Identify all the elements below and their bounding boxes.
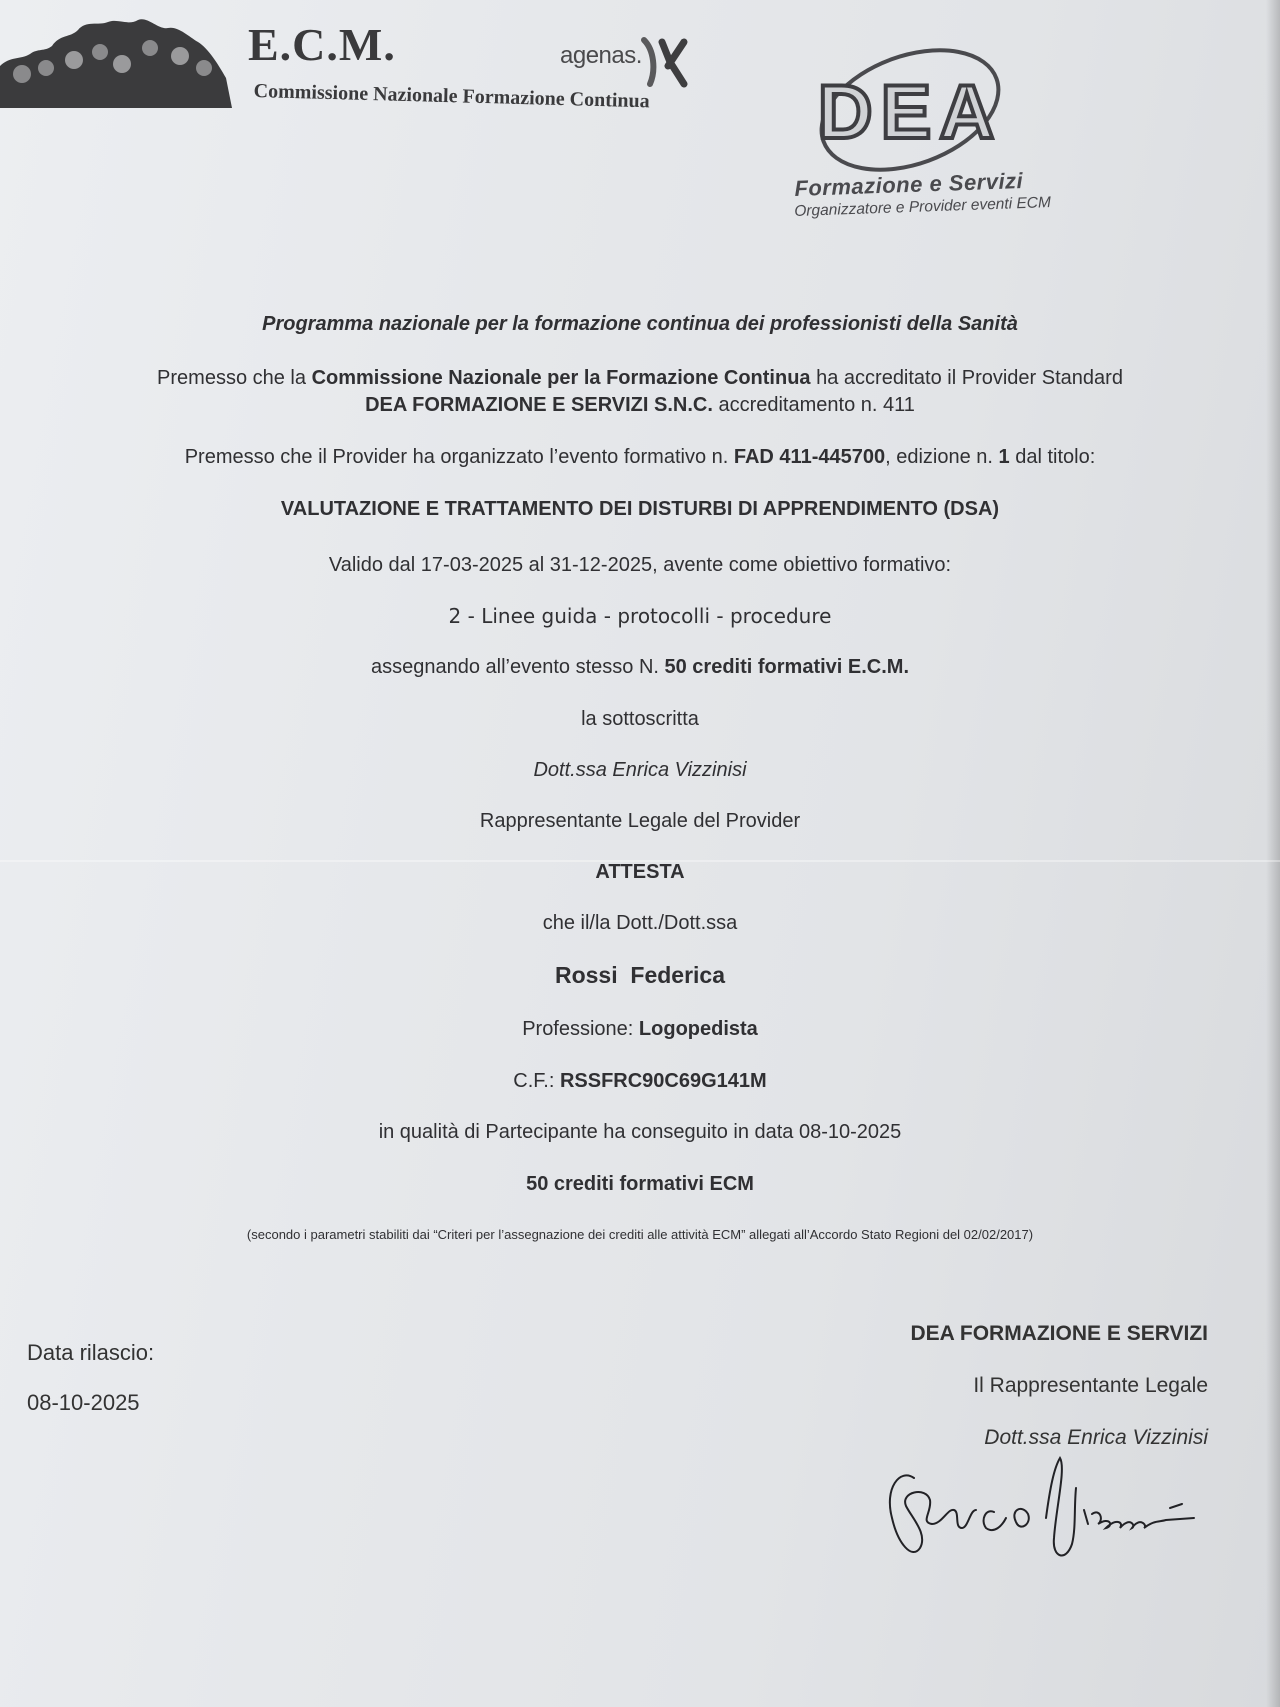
- conseguito-line: in qualità di Partecipante ha conseguito in data 08-10-2025: [378, 1121, 902, 1143]
- event-code: FAD 411-445700: [733, 446, 886, 468]
- ecm-subtitle: Commissione Nazionale Formazione Continua: [253, 80, 650, 113]
- credits-earned-line: 50 crediti formativi ECM: [526, 1173, 754, 1195]
- programma-line: Programma nazionale per la formazione continua dei professionisti della Sanità: [262, 313, 1018, 335]
- premesso-evento-line: [0, 446, 1280, 469]
- ecm-people-logo-icon: [0, 8, 232, 108]
- dea-logo-icon: [810, 40, 1010, 180]
- credits-assigned-value: 50 crediti formativi E.C.M.: [664, 656, 910, 678]
- paper-edge-shadow: [1266, 0, 1280, 1707]
- svg-text:DEA: DEA: [817, 70, 1003, 155]
- che-line: che il/la Dott./Dott.ssa: [542, 912, 738, 934]
- agenas-logo-text: agenas.: [560, 42, 642, 69]
- footer-role: Il Rappresentante Legale: [973, 1374, 1208, 1397]
- footer-signer-name: Dott.ssa Enrica Vizzinisi: [984, 1426, 1208, 1449]
- profession-value: Logopedista: [638, 1018, 758, 1040]
- premesso-commissione-line: [0, 367, 1280, 390]
- signer-name-line: Dott.ssa Enrica Vizzinisi: [533, 759, 747, 781]
- profession-label: Professione:: [522, 1018, 639, 1040]
- dea-subtitle: Formazione e Servizi: [794, 168, 1024, 201]
- profession-line: [0, 1018, 1280, 1041]
- agenas-logo-icon: [640, 36, 690, 88]
- release-date-value: 08-10-2025: [27, 1390, 140, 1415]
- evento-post: dal titolo:: [1009, 446, 1096, 468]
- sottoscritta-line: la sottoscritta: [581, 708, 699, 730]
- cf-line: [0, 1070, 1280, 1093]
- premesso-pre: Premesso che la: [157, 367, 312, 389]
- ecm-title: E.C.M.: [248, 19, 396, 70]
- release-date-label: Data rilascio:: [27, 1340, 155, 1365]
- evento-pre: Premesso che il Provider ha organizzato l’evento formativo n.: [184, 446, 734, 468]
- provider-accreditation: accreditamento n. 411: [712, 394, 915, 416]
- provider-line: [0, 394, 1280, 417]
- cf-label: C.F.:: [513, 1070, 560, 1092]
- cf-value: RSSFRC90C69G141M: [559, 1070, 767, 1092]
- credits-assigned-pre: assegnando all’evento stesso N.: [370, 656, 665, 678]
- criteria-note: (secondo i parametri stabiliti dai “Criteri per l’assegnazione dei crediti alle attività ECM” allegati all’Accordo Stato Regioni del 02/02/2017): [246, 1227, 1034, 1242]
- provider-name: DEA FORMAZIONE E SERVIZI S.N.C.: [365, 394, 713, 416]
- validity-line: Valido dal 17-03-2025 al 31-12-2025, avente come obiettivo formativo:: [328, 554, 952, 576]
- evento-mid: , edizione n.: [885, 446, 999, 468]
- dea-tagline: Organizzatore e Provider eventi ECM: [794, 194, 1052, 220]
- objective-line: 2 - Linee guida - protocolli - procedure: [448, 604, 832, 628]
- event-title: VALUTAZIONE E TRATTAMENTO DEI DISTURBI DI APPRENDIMENTO (DSA): [280, 498, 1000, 520]
- credits-assigned-line: [0, 656, 1280, 679]
- footer-org: DEA FORMAZIONE E SERVIZI: [910, 1322, 1208, 1345]
- handwritten-signature-icon: [870, 1448, 1220, 1568]
- attesta-heading: ATTESTA: [595, 861, 685, 883]
- edition-number: 1: [998, 446, 1010, 468]
- premesso-post: ha accreditato il Provider Standard: [810, 367, 1123, 389]
- signer-role-line: Rappresentante Legale del Provider: [479, 810, 801, 832]
- participant-name: Rossi Federica: [554, 962, 726, 988]
- commissione-name: Commissione Nazionale per la Formazione Continua: [311, 367, 811, 389]
